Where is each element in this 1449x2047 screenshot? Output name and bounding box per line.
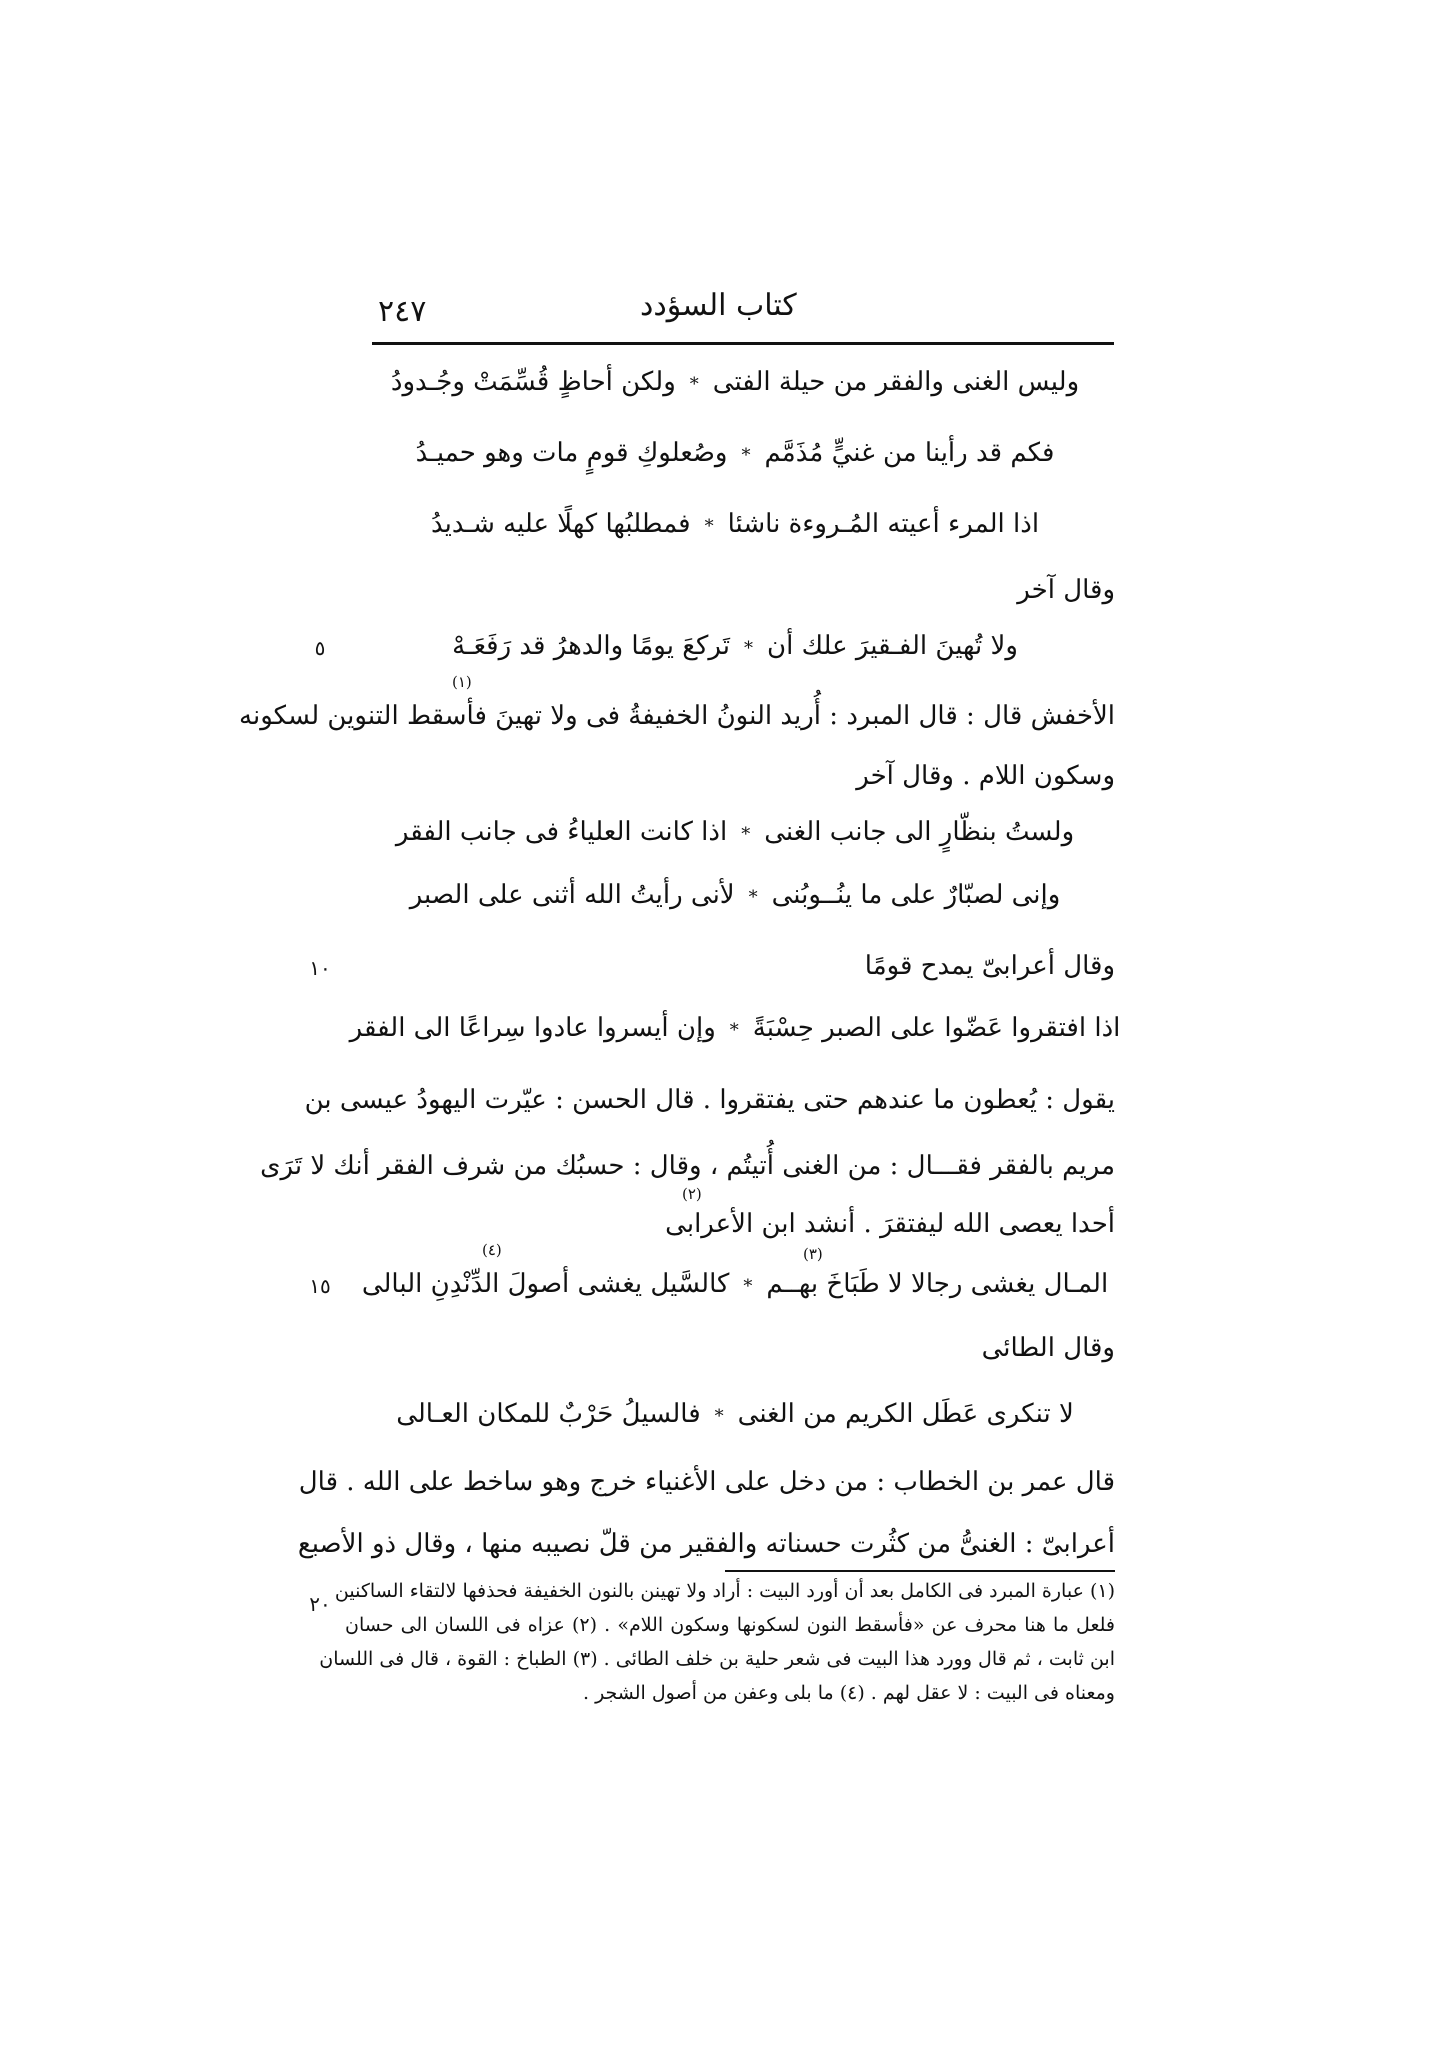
footnote-marker: (٢) bbox=[682, 1185, 702, 1203]
verse-first-hemistich: ولستُ بنظّارٍ الى جانب الغنى bbox=[764, 817, 1075, 847]
prose-line: وقال الطائى bbox=[981, 1333, 1115, 1363]
verse-second-hemistich: ولكن أحاظٍ قُسِّمَتْ وجُـدودُ bbox=[390, 367, 676, 397]
margin-line-number: ٥ bbox=[314, 636, 326, 660]
verse-line bbox=[355, 875, 1115, 918]
verse-second-hemistich: تَركعَ يومًا والدهرُ قد رَفَعَـهْ bbox=[452, 631, 731, 661]
prose-line: يقول : يُعطون ما عندهم حتى يفتقروا . قال الحسن : عيّرت اليهودُ عيسى بن bbox=[304, 1085, 1115, 1115]
prose-line: قال عمر بن الخطاب : من دخل على الأغنياء خرج وهو ساخط على الله . قال bbox=[298, 1467, 1115, 1497]
footnote-line: فلعل ما هنا محرف عن «فأسقط النون لسكونها وسكون اللام» . (٢) عزاه فى اللسان الى حسان bbox=[345, 1614, 1115, 1636]
verse-second-hemistich: فالسيلُ حَرْبٌ للمكان العـالى bbox=[396, 1399, 701, 1429]
verse-line bbox=[355, 504, 1115, 547]
prose-line: وقال آخر bbox=[1017, 575, 1115, 605]
verse-first-hemistich: اذا المرء أعيته المُـروءة ناشئا bbox=[727, 509, 1040, 539]
header-rule bbox=[372, 342, 1114, 345]
prose-line: وسكون اللام . وقال آخر bbox=[856, 761, 1115, 791]
verse-separator: * bbox=[689, 374, 699, 395]
footnote-marker: (٤) bbox=[482, 1241, 502, 1259]
running-title: كتاب السؤدد bbox=[640, 288, 797, 323]
footnote-marker: (١) bbox=[452, 673, 472, 691]
footnote-rule bbox=[725, 1570, 1115, 1572]
prose-line: مريم بالفقر فقـــال : من الغنى أُتيتُم ، وقال : حسبُك من شرف الفقر أنك لا تَرَى bbox=[260, 1151, 1115, 1181]
prose-line: أعرابىّ : الغنىُّ من كثُرت حسناته والفقير من قلّ نصيبه منها ، وقال ذو الأصبع bbox=[297, 1529, 1115, 1559]
verse-separator: * bbox=[714, 1406, 724, 1427]
verse-line bbox=[355, 1264, 1115, 1307]
footnote-line: (١) عبارة المبرد فى الكامل بعد أن أورد البيت : أراد ولا تهينن بالنون الخفيفة فحذفها لالتقاء الساكنين bbox=[334, 1580, 1115, 1602]
verse-first-hemistich: فكم قد رأينا من غنيٍّ مُذَمَّم bbox=[764, 438, 1055, 468]
verse-second-hemistich: فمطلبُها كهلًا عليه شـديدُ bbox=[430, 509, 691, 539]
verse-first-hemistich: وإنى لصبّارٌ على ما ينُــوبُنى bbox=[771, 880, 1061, 910]
verse-separator: * bbox=[748, 887, 758, 908]
footnote-line: ومعناه فى البيت : لا عقل لهم . (٤) ما بلى وعفن من أصول الشجر . bbox=[582, 1682, 1115, 1704]
verse-separator: * bbox=[744, 638, 754, 659]
verse-separator: * bbox=[741, 824, 751, 845]
margin-line-number: ١٥ bbox=[309, 1274, 331, 1298]
verse-second-hemistich: وصُعلوكِ قومٍ مات وهو حميـدُ bbox=[415, 438, 728, 468]
verse-line bbox=[355, 362, 1115, 405]
verse-separator: * bbox=[704, 516, 714, 537]
verse-second-hemistich: اذا كانت العلياءُ فى جانب الفقر bbox=[395, 817, 728, 847]
footnote-marker: (٣) bbox=[803, 1245, 823, 1263]
prose-line: وقال أعرابىّ يمدح قومًا bbox=[864, 951, 1115, 981]
verse-first-hemistich: لا تنكرى عَطَل الكريم من الغنى bbox=[737, 1399, 1074, 1429]
verse-second-hemistich: كالسَّيل يغشى أصولَ الدِّنْدِنِ البالى bbox=[361, 1269, 730, 1299]
margin-line-number: ٢٠ bbox=[309, 1592, 331, 1616]
verse-second-hemistich: لأنى رأيتُ الله أثنى على الصبر bbox=[409, 880, 735, 910]
verse-first-hemistich: ولا تُهينَ الفـقيرَ علك أن bbox=[767, 631, 1018, 661]
margin-line-number: ١٠ bbox=[309, 956, 331, 980]
verse-separator: * bbox=[729, 1020, 739, 1041]
verse-first-hemistich: وليس الغنى والفقر من حيلة الفتى bbox=[712, 367, 1080, 397]
verse-line bbox=[355, 812, 1115, 855]
prose-line: الأخفش قال : قال المبرد : أُريد النونُ الخفيفةُ فى ولا تهينَ فأسقط التنوين لسكونه bbox=[239, 701, 1115, 731]
verse-separator: * bbox=[743, 1276, 753, 1297]
verse-line bbox=[349, 1008, 1121, 1051]
page-number: ٢٤٧ bbox=[378, 294, 427, 329]
verse-line bbox=[355, 626, 1115, 669]
footnote-line: ابن ثابت ، ثم قال وورد هذا البيت فى شعر حلية بن خلف الطائى . (٣) الطباخ : القوة ، قال فى اللسان bbox=[319, 1648, 1115, 1670]
verse-second-hemistich: وإن أيسروا عادوا سِراعًا الى الفقر bbox=[349, 1013, 716, 1043]
verse-line bbox=[355, 433, 1115, 476]
verse-first-hemistich: المـال يغشى رجالا لا طَبَاخَ بهــم bbox=[766, 1269, 1109, 1299]
verse-separator: * bbox=[741, 445, 751, 466]
verse-line bbox=[355, 1394, 1115, 1437]
verse-first-hemistich: اذا افتقروا عَضّوا على الصبر حِسْبَةً bbox=[752, 1013, 1121, 1043]
prose-line: أحدا يعصى الله ليفتقرَ . أنشد ابن الأعرابى bbox=[665, 1209, 1115, 1239]
